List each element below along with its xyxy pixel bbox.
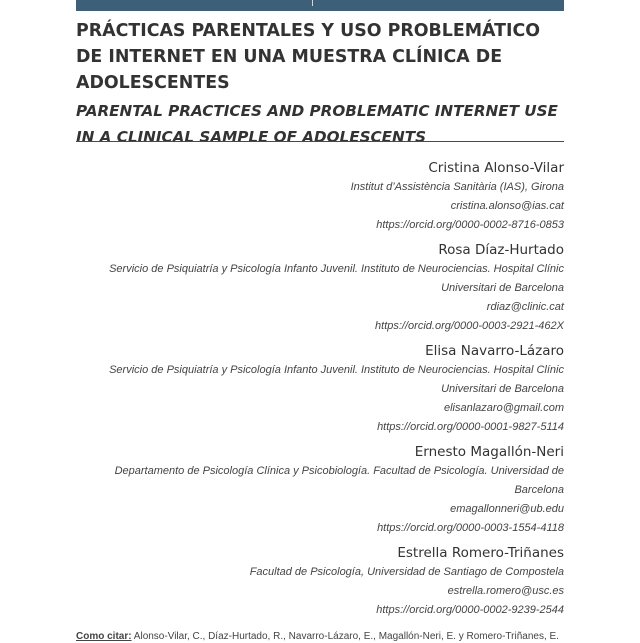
author-entry: [64, 442, 564, 538]
author-affiliation: Servicio de Psiquiatría y Psicología Infanto Juvenil. Instituto de Neurociencias. Hospital Clínic Universitari de Barcelona: [109, 364, 564, 395]
author-affiliation: Servicio de Psiquiatría y Psicología Infanto Juvenil. Instituto de Neurociencias. Hospital Clínic Universitari de Barcelona: [109, 263, 564, 294]
journal-header-band: [76, 0, 564, 11]
title-english: PARENTAL PRACTICES AND PROBLEMATIC INTERNET USE IN A CLINICAL SAMPLE OF ADOLESCENTS: [76, 102, 558, 146]
citation-text: Alonso-Vilar, C., Díaz-Hurtado, R., Navarro-Lázaro, E., Magallón-Neri, E. y Romero-Triñanes, E.: [133, 631, 559, 642]
author-name: Ernesto Magallón-Neri: [414, 444, 564, 460]
author-entry: [64, 341, 564, 437]
author-name: Cristina Alonso-Vilar: [428, 160, 564, 176]
author-affiliation: Facultad de Psicología, Universidad de Santiago de Compostela: [249, 566, 564, 578]
author-name: Elisa Navarro-Lázaro: [425, 343, 564, 359]
author-orcid-link[interactable]: https://orcid.org/0000-0003-2921-462X: [375, 320, 564, 332]
author-name: Rosa Díaz-Hurtado: [438, 242, 564, 258]
author-email[interactable]: estrella.romero@usc.es: [447, 585, 564, 597]
author-entry: [64, 158, 564, 235]
author-list: [64, 158, 564, 620]
author-orcid-link[interactable]: https://orcid.org/0000-0001-9827-5114: [377, 421, 564, 433]
author-entry: [64, 240, 564, 336]
author-name: Estrella Romero-Triñanes: [397, 545, 564, 561]
author-orcid-link[interactable]: https://orcid.org/0000-0002-8716-0853: [376, 219, 564, 231]
author-affiliation: Departamento de Psicología Clínica y Psicobiología. Facultad de Psicología. Universidad de Barcelona: [114, 465, 564, 496]
author-email[interactable]: elisanlazaro@gmail.com: [444, 402, 564, 414]
author-affiliation: Institut d’Assistència Sanitària (IAS), Girona: [350, 181, 564, 193]
citation-line: [76, 630, 564, 643]
author-email[interactable]: cristina.alonso@ias.cat: [450, 200, 564, 212]
author-email[interactable]: rdiaz@clinic.cat: [486, 301, 564, 313]
title-spanish: PRÁCTICAS PARENTALES Y USO PROBLEMÁTICO DE INTERNET EN UNA MUESTRA CLÍNICA DE ADOLESCENTES: [76, 21, 540, 93]
title-block: [76, 18, 566, 150]
author-orcid-link[interactable]: https://orcid.org/0000-0003-1554-4118: [377, 522, 564, 534]
author-entry: [64, 543, 564, 620]
title-divider: [76, 141, 564, 142]
citation-label: Como citar:: [76, 631, 132, 642]
author-email[interactable]: emagallonneri@ub.edu: [450, 503, 564, 515]
header-band-separator: [312, 0, 313, 6]
author-orcid-link[interactable]: https://orcid.org/0000-0002-9239-2544: [376, 604, 564, 616]
